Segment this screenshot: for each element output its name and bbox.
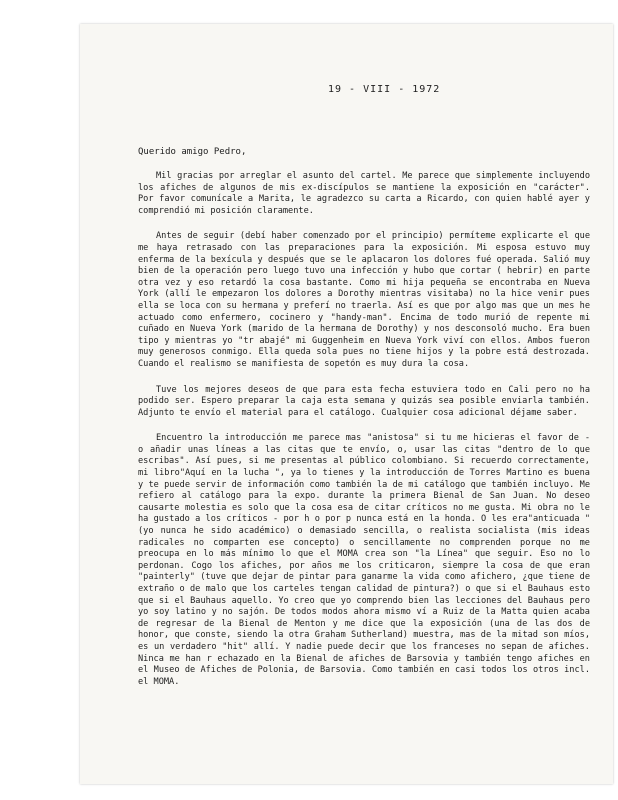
letter-page	[80, 24, 613, 784]
letter-body	[138, 84, 590, 688]
letter-date: 19 - VIII - 1972	[328, 84, 441, 95]
paragraph-2: Antes de seguir (debí haber comenzado por el principio) permíteme explicarte el que me haya retrasado con las preparaciones para la exposición. Mi esposa estuvo muy enferma de la bexícula y después que se le aplacaron los dolores fué operada. Salió muy bien de la operación pero luego tuvo una infección y hubo que cortar ( hebrir) en parte otra vez y eso retardó la cosa bastante. Como mi hija pequeña se encontraba en Nueva York (allí le empezaron los dolores a Dorothy mientras visitaba) no la hice venir pues ella se loca con su hermana y preferí no traerla. Así es que por algo mas que un mes he actuado como enfermero, cocinero y "handy-man". Encima de todo murió de repente mi cuñado en Nueva York (marido de la hermana de Dorothy) y nos desconsoló mucho. Era buen tipo y mientras yo "tr abajé" mi Guggenheim en Nueva York viví con ellos. Ambos fueron muy generosos conmigo. Ella queda sola pues no tiene hijos y la pobre está destrozada. Cuando el realismo se manifiesta de sopetón es muy dura la cosa.	[138, 231, 590, 369]
paragraph-1: Mil gracias por arreglar el asunto del cartel. Me parece que simplemente incluyendo los afiches de algunos de mis ex-discípulos se mantiene la exposición en "carácter". Por favor comunícale a Marita, le agradezco su carta a Ricardo, con quien hablé ayer y comprendió mi posición claramente.	[138, 171, 590, 216]
paragraph-4: Encuentro la introducción me parece mas "anistosa" si tu me hicieras el favor de - o añadir unas líneas a las citas que te envío, o, usar las citas "dentro de lo que escribas". Así pues, si me presentas al público colombiano. Si recuerdo correctamente, mi libro"Aquí en la lucha ", ya lo tienes y la introducción de Torres Martino es buena y te puede servir de información como también la de mi catálogo que también incluyo. Me refiero al catálogo para la expo. durante la primera Bienal de San Juan. No deseo causarte molestia es solo que la cosa esa de citar críticos no me gusta. Mi obra no le ha gustado a los críticos - por h o por p nunca está en la honda. O les era"anticuada " (yo nunca he sido académico) o demasiado sencilla, o realista socialista (mis ideas radicales no comparten ese concepto) o sencillamente no comprenden porque no me preocupa en lo más mínimo lo que el MOMA crea son "la Línea" que seguir. Eso no lo perdonan. Cogo los afiches, por años me los criticaron, siempre la cosa de que eran "painterly" (tuve que dejar de pintar para ganarme la vida como afichero, ¿que tiene de extraño o de malo que los carteles tengan calidad de pintura?) o que si el Bauhaus esto que si el Bauhaus aquello. Yo creo que yo comprendo bien las lecciones del Bauhaus pero yo soy latino y no sajón. De todos modos ahora mismo ví a Ruiz de la Matta quien acaba de regresar de la Bienal de Menton y me dice que la exposición (una de las dos de honor, que conste, siendo la otra Graham Sutherland) muestra, mas de la mitad son míos, es un verdadero "hit" allí. Y nadie puede decir que los franceses no sepan de afiches. Ninca me han r echazado en la Bienal de afiches de Barsovia y también tengo afiches en el Museo de Afiches de Polonia, de Barsovia. Como también en casi todos los otros incl. el MOMA.	[138, 433, 590, 687]
paragraph-3: Tuve los mejores deseos de que para esta fecha estuviera todo en Cali pero no ha podido ser. Espero preparar la caja esta semana y quizás sea posible enviarla también. Adjunto te envío el material para el catálogo. Cualquier cosa adicional déjame saber.	[138, 384, 590, 418]
letter-salutation: Querido amigo Pedro,	[138, 147, 247, 157]
